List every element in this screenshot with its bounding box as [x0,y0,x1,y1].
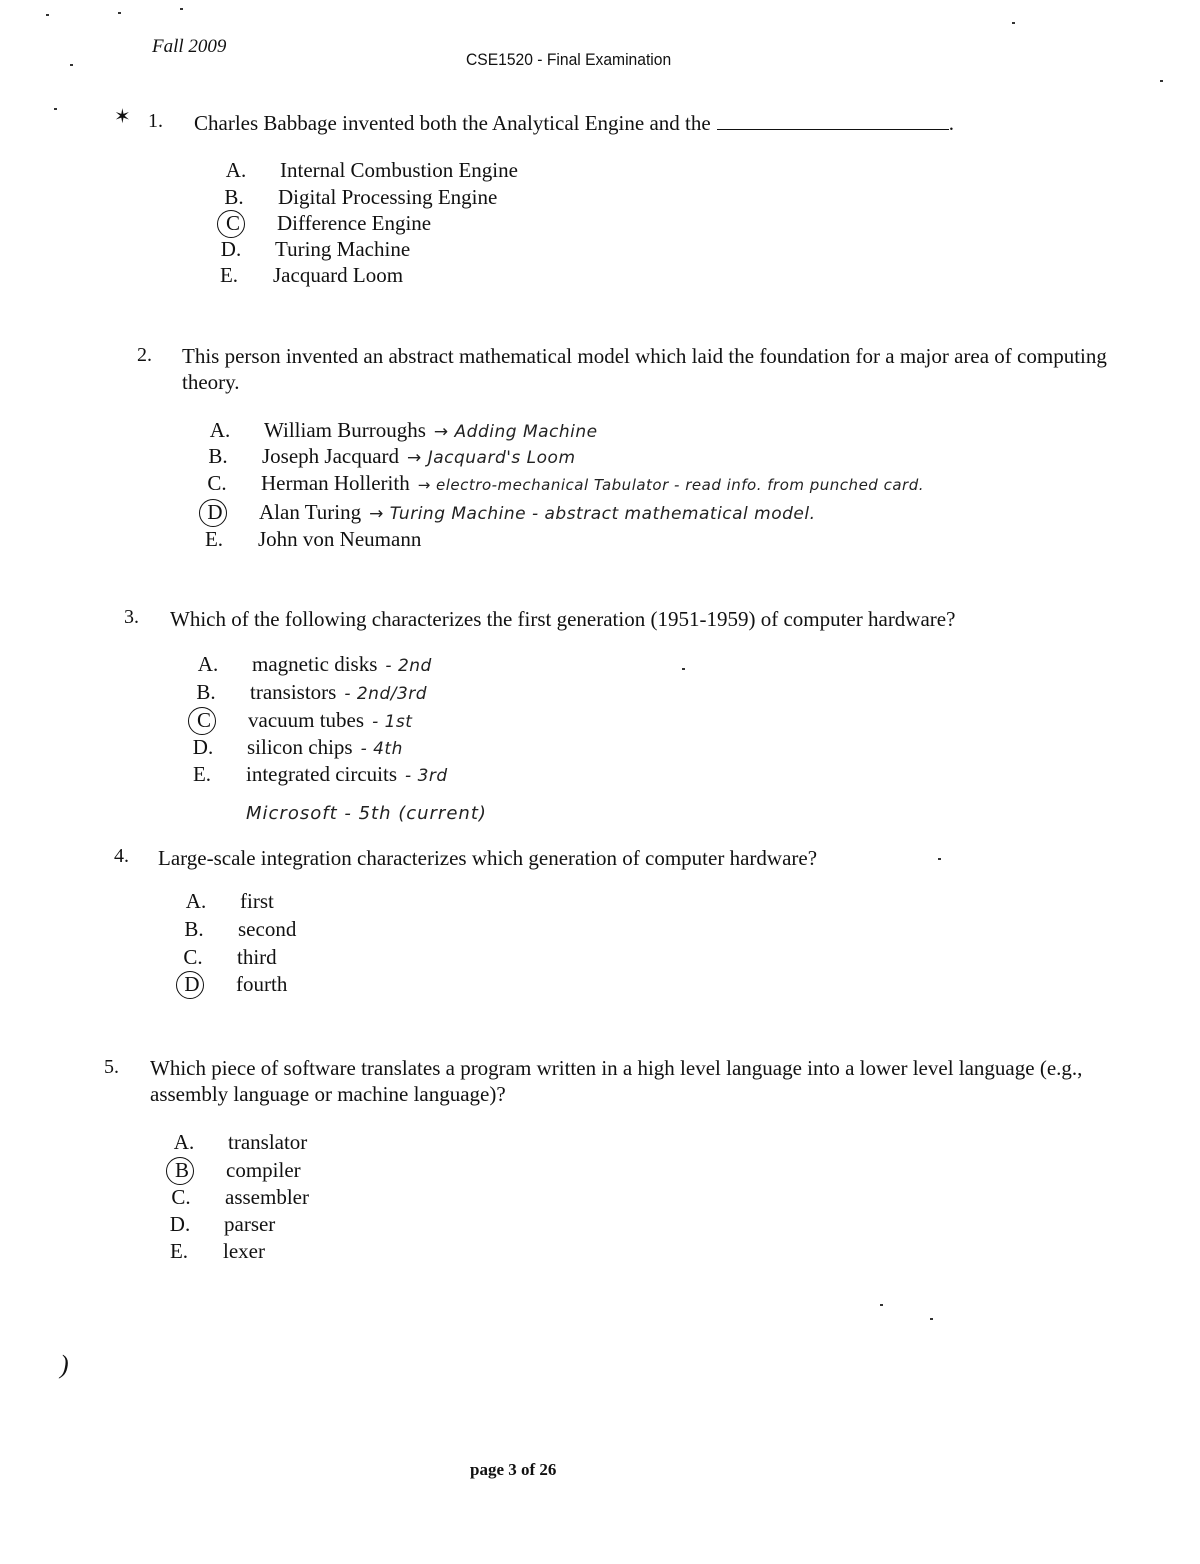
option-text: first [240,889,274,913]
option-text: assembler [225,1185,309,1209]
scan-speck [930,1318,933,1320]
star-mark-icon: ✶ [114,104,131,128]
circled-answer-letter: C [219,211,247,236]
option-text: second [238,917,297,941]
option-text: lexer [223,1239,265,1263]
option-text: parser [224,1212,276,1236]
scan-speck [180,8,183,10]
exam-title: CSE1520 - Final Examination [466,50,672,69]
handwritten-note: - 1st [372,712,413,732]
scan-speck [1160,80,1163,82]
option-text: Internal Combustion Engine [280,158,518,182]
option-text: John von Neumann [258,527,422,551]
page-number: page 3 of 26 [470,1460,557,1479]
option-text: translator [228,1130,308,1154]
option-text: William Burroughs → Adding Machine [264,418,598,442]
circled-answer-letter: C [190,708,218,733]
option-letter: B. [208,444,228,468]
handwritten-note: - 4th [360,739,403,759]
option-letter: C. [207,471,227,495]
option-text: compiler [226,1158,301,1182]
handwritten-note: → Adding Machine [433,422,598,442]
question-number: 5. [104,1056,119,1078]
option-letter: A. [225,158,247,182]
option-text: Difference Engine [277,211,432,235]
question-stem: Charles Babbage invented both the Analytical Engine and the . [194,111,954,135]
option-text: Alan Turing → Turing Machine - abstract mathematical model. [259,500,816,524]
circled-answer-letter: D [178,972,206,997]
option-text: Jacquard Loom [273,263,404,287]
question-number: 4. [114,845,129,867]
scan-speck [682,668,685,670]
option-letter: A. [185,889,207,913]
option-text: third [237,945,277,969]
handwritten-note: - 3rd [405,766,448,786]
handwritten-note: - 2nd/3rd [344,684,428,704]
question-number: 3. [124,606,139,628]
scan-speck [54,108,57,110]
handwritten-note: - 2nd [385,656,432,676]
option-letter: D. [169,1212,191,1236]
option-letter: C. [171,1185,191,1209]
handwritten-note: Microsoft - 5th (current) [246,803,487,824]
option-text: transistors - 2nd/3rd [250,680,428,704]
scan-speck [46,14,49,16]
question-stem: This person invented an abstract mathematical model which laid the foundation for a major area of computing theory. [182,344,1107,394]
handwritten-note: → electro-mechanical Tabulator - read info. from punched card. [417,476,924,494]
answer-blank [717,111,949,130]
option-text: Joseph Jacquard → Jacquard's Loom [262,444,576,468]
question-number: 1. [148,110,163,132]
option-letter: D. [192,735,214,759]
scan-speck [880,1304,883,1306]
option-text: magnetic disks - 2nd [252,652,432,676]
option-letter: D. [220,237,242,261]
handwritten-note: → Turing Machine - abstract mathematical model. [369,504,816,524]
option-letter: E. [192,762,212,786]
option-letter: B. [184,917,204,941]
question-stem: Large-scale integration characterizes which generation of computer hardware? [158,846,818,870]
question-stem: Which of the following characterizes the first generation (1951-1959) of computer hardware? [170,607,956,631]
option-letter: E. [204,527,224,551]
scan-speck [1012,22,1015,24]
option-text: fourth [236,972,288,996]
question-stem: Which piece of software translates a program written in a high level language into a lower level language (e.g., assembly language or machine language)? [150,1056,1083,1106]
margin-mark: ) [60,1350,69,1379]
option-text: silicon chips - 4th [247,735,403,759]
option-text: Herman Hollerith → electro-mechanical Tabulator - read info. from punched card. [261,471,924,495]
option-text: integrated circuits - 3rd [246,762,448,786]
option-letter: E. [219,263,239,287]
scan-speck [70,64,73,66]
option-letter: A. [173,1130,195,1154]
option-letter: E. [169,1239,189,1263]
scan-speck [938,858,941,860]
question-number: 2. [137,344,152,366]
option-text: Digital Processing Engine [278,185,498,209]
scan-speck [118,12,121,14]
option-letter: A. [209,418,231,442]
option-text: vacuum tubes - 1st [248,708,413,732]
option-letter: B. [224,185,244,209]
circled-answer-letter: D [201,500,229,525]
option-text: Turing Machine [275,237,411,261]
option-letter: B. [196,680,216,704]
circled-answer-letter: B [168,1158,196,1183]
option-letter: C. [183,945,203,969]
option-letter: A. [197,652,219,676]
handwritten-note: → Jacquard's Loom [407,448,576,468]
exam-term: Fall 2009 [152,36,227,57]
